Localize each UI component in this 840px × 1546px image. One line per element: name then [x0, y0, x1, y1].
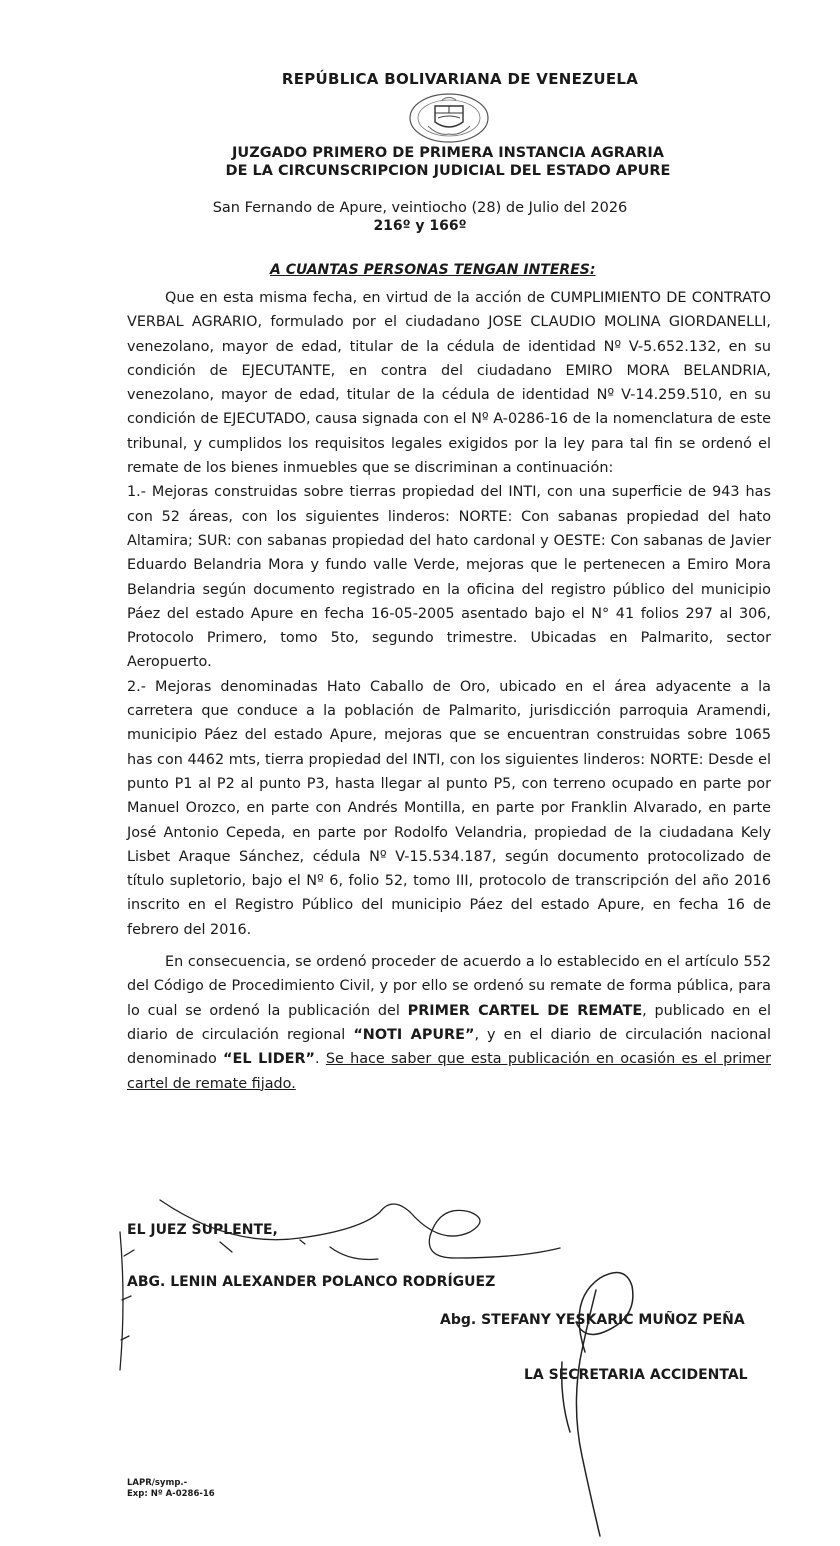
footer-reference [127, 1478, 215, 1500]
attention-heading: A CUANTAS PERSONAS TENGAN INTERES: [270, 262, 596, 278]
paragraph-property-2: 2.- Mejoras denominadas Hato Caballo de Oro, ubicado en el área adyacente a la carretera que conduce a la población de Palmarito, jurisdicción parroquia Aramendi, municipio Páez del estado Apure, mejoras que se encuentran construidas sobre 1065 has con 4462 mts, tierra propiedad del INTI, con los siguientes linderos: NORTE: Desde el punto P1 al P2 al punto P3, hasta llegar al punto P5, con terreno ocupado en parte por Manuel Orozco, en parte con Andrés Montilla, en parte por Franklin Alvarado, en parte José Antonio Cepeda, en parte por Rodolfo Velandria, propiedad de la ciudadana Kely Lisbet Araque Sánchez, cédula Nº V-15.534.187, según documento protocolizado de título supletorio, bajo el Nº 6, folio 52, tomo III, protocolo de transcripción del año 2016 inscrito en el Registro Público del municipio Páez del estado Apure, en fecha 16 de febrero del 2016. [127, 678, 771, 938]
file-number: Exp: Nº A-0286-16 [127, 1489, 215, 1499]
court-heading [28, 144, 840, 180]
judge-name: ABG. LENIN ALEXANDER POLANCO RODRÍGUEZ [127, 1274, 496, 1290]
judge-title: EL JUEZ SUPLENTE, [127, 1222, 278, 1238]
document-body [127, 286, 771, 1096]
consequence-text-e: , y en el diario de circulación nacional denominado [127, 1026, 772, 1068]
paragraph-consequence [127, 950, 771, 1096]
paragraph-property-1: 1.- Mejoras construidas sobre tierras propiedad del INTI, con una superficie de 943 has con 52 áreas, con los siguientes linderos: NORTE: Con sabanas propiedad del hato Altamira; SUR: con sabanas propiedad del hato cardonal y OESTE: Con sabanas de Javier Eduardo Belandria Mora y fundo valle Verde, mejoras que le pertenecen a Emiro Mora Belandria según documento registrado en la oficina del registro público del municipio Páez del estado Apure en fecha 16-05-2005 asentado bajo el N° 41 folios 297 al 306, Protocolo Primero, tomo 5to, segundo trimestre. Ubicadas en Palmarito, sector Aeropuerto. [127, 484, 771, 671]
secretary-title: LA SECRETARIA ACCIDENTAL [524, 1367, 748, 1383]
consequence-text-g: . [315, 1051, 326, 1068]
coat-of-arms-seal-icon [408, 92, 490, 144]
document-date: San Fernando de Apure, veintiocho (28) de Julio del 2026 [212, 200, 628, 216]
paragraph-intro: Que en esta misma fecha, en virtud de la acción de CUMPLIMIENTO DE CONTRATO VERBAL AGRARIO, formulado por el ciudadano JOSE CLAUDIO MOLINA GIORDANELLI, venezolano, mayor de edad, titular de la cédula de identidad Nº V-5.652.132, en su condición de EJECUTANTE, en contra del ciudadano EMIRO MORA BELANDRIA, venezolano, mayor de edad, titular de la cédula de identidad Nº V-14.259.510, en su condición de EJECUTADO, causa signada con el Nº A-0286-16 de la nomenclatura de este tribunal, y cumplidos los requisitos legales exigidos por la ley para tal fin se ordenó el remate de los bienes inmuebles que se discriminan a continuación: [127, 290, 771, 477]
secretary-name: Abg. STEFANY YESKARIC MUÑOZ PEÑA [440, 1312, 745, 1328]
regional-newspaper: “NOTI APURE” [353, 1026, 475, 1043]
cartel-title: PRIMER CARTEL DE REMATE [407, 1002, 643, 1019]
court-heading-line2: DE LA CIRCUNSCRIPCION JUDICIAL DEL ESTADO APURE [225, 163, 671, 179]
consequence-text-c: , publicado en el diario de circulación regional [127, 1002, 771, 1043]
publication-notice: Se hace saber que esta publicación en ocasión es el primer cartel de remate fijado. [127, 1051, 771, 1092]
republic-heading: REPÚBLICA BOLIVARIANA DE VENEZUELA [281, 70, 639, 88]
initials: LAPR/symp.- [127, 1478, 188, 1488]
patriotic-years: 216º y 166º [373, 218, 467, 234]
national-newspaper: “EL LIDER” [223, 1051, 316, 1068]
court-heading-line1: JUZGADO PRIMERO DE PRIMERA INSTANCIA AGRARIA [232, 145, 664, 161]
consequence-text-a: En consecuencia, se ordenó proceder de acuerdo a lo establecido en el artículo 552 del Código de Procedimiento Civil, y por ello se ordenó su remate de forma pública, para lo cual se ordenó la publicación del [127, 954, 771, 1019]
